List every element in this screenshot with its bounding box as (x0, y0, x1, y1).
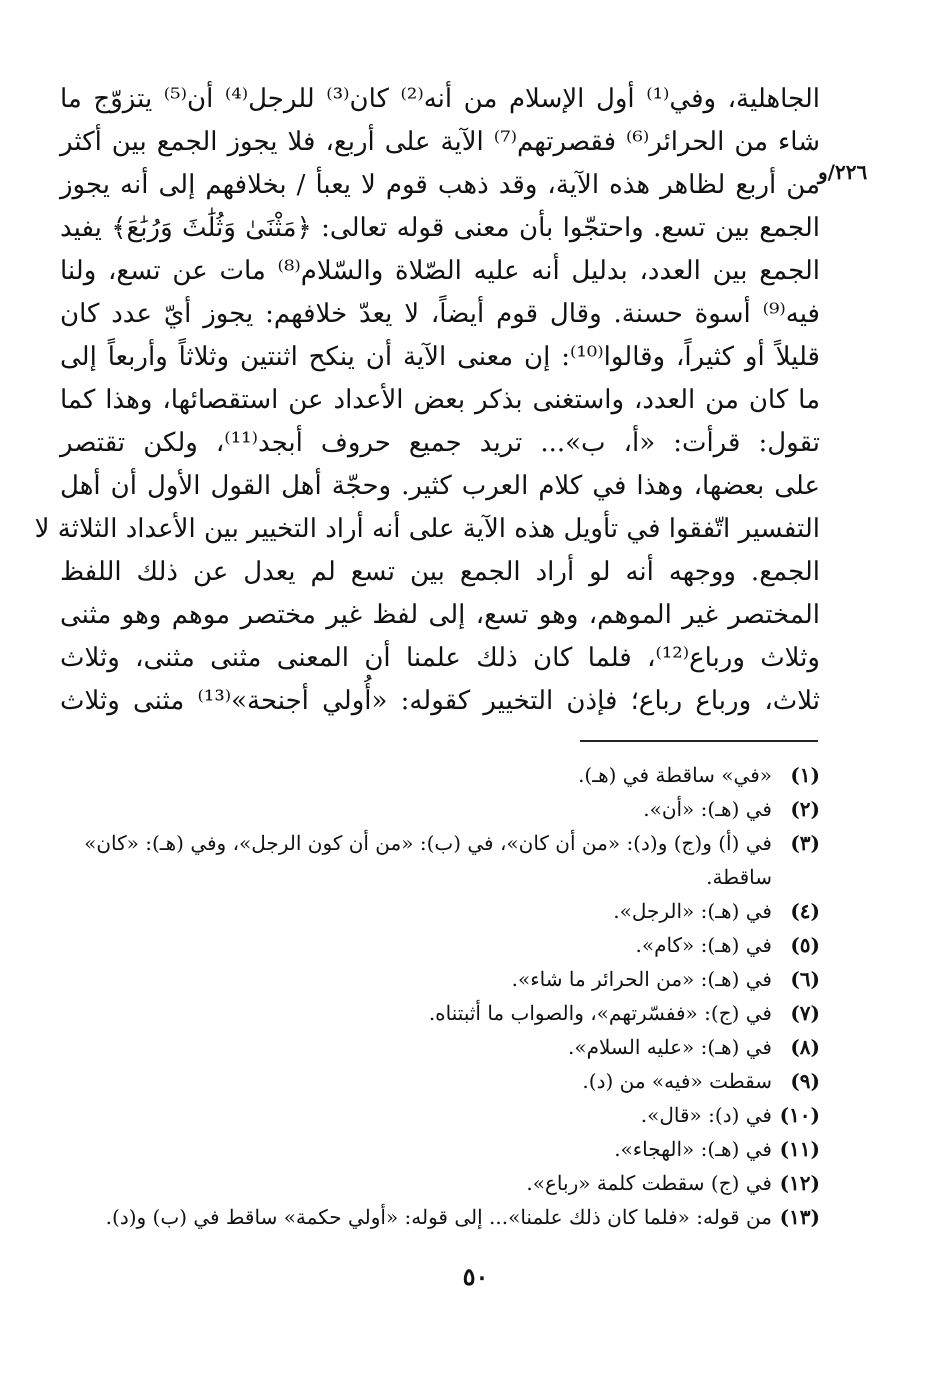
manuscript-folio-marker: ٢٢٦/و (818, 160, 868, 184)
footnote-number: (٧) (790, 1001, 820, 1025)
footnote-number: (١٢) (779, 1171, 820, 1195)
body-line: المختصر غير الموهم، وهو تسع، إلى لفظ غير مختصر موهم وهو مثنى (60, 600, 820, 630)
body-line: الجمع بين العدد، بدليل أنه عليه الصّلاة والسّلام⁽⁸⁾ مات عن تسع، ولنا (60, 256, 820, 286)
footnote-number: (٣) (790, 831, 820, 855)
body-line: ما كان من العدد، واستغنى بذكر بعض الأعداد عن استقصائها، وهذا كما (60, 385, 820, 415)
footnote (60, 1098, 820, 1132)
body-line: الجاهلية، وفي⁽¹⁾ أول الإسلام من أنه⁽²⁾ كان⁽³⁾ للرجل⁽⁴⁾ أن⁽⁵⁾ يتزوّج ما (60, 84, 821, 114)
footnotes-block (60, 758, 820, 1234)
footnote (60, 1064, 820, 1098)
footnote-text: في (أ) و(ج) و(د): «من أن كان»، في (ب): «من أن كون الرجل»، وفي (هـ): «كان» ساقطة. (84, 831, 772, 889)
footnote (60, 928, 820, 962)
footnote-text: في (هـ): «أن». (643, 797, 772, 821)
footnote (60, 996, 820, 1030)
footnote (60, 962, 820, 996)
footnote-number: (٢) (790, 797, 820, 821)
footnote-text: في (ج): «ففسّرتهم»، والصواب ما أثبتناه. (428, 1001, 772, 1025)
body-line: على بعضها، وهذا في كلام العرب كثير. وحجّة أهل القول الأول أن أهل (60, 471, 820, 501)
footnote-text: في (هـ): «من الحرائر ما شاء». (511, 967, 772, 991)
footnote-number: (١) (790, 763, 820, 787)
footnote-number: (١٣) (779, 1205, 820, 1229)
footnote-text: من قوله: «فلما كان ذلك علمنا»... إلى قوله: «أولي حكمة» ساقط في (ب) و(د). (105, 1205, 772, 1229)
body-line: الجمع بين تسع. واحتجّوا بأن معنى قوله تعالى: ﴿مَثْنَىٰ وَثُلَٰثَ وَرُبَٰعَ﴾ يفيد (60, 213, 820, 243)
footnote-number: (١٠) (779, 1103, 820, 1127)
footnote (60, 1132, 820, 1166)
footnote (60, 1166, 820, 1200)
footnote-number: (٤) (790, 899, 820, 923)
body-line: التفسير اتّفقوا في تأويل هذه الآية على أنه أراد التخيير بين الأعداد الثلاثة لا (34, 514, 820, 544)
footnote (60, 758, 820, 792)
footnote-text: في (هـ): «الرجل». (613, 899, 772, 923)
footnote-text: في (ج) سقطت كلمة «رباع». (526, 1171, 772, 1195)
footnote (60, 826, 820, 894)
footnote-text: سقطت «فيه» من (د). (582, 1069, 772, 1093)
main-text-block (34, 78, 821, 723)
footnote-number: (٨) (790, 1035, 820, 1059)
body-line: تقول: قرأت: «أ، ب»... تريد جميع حروف أبجد⁽¹¹⁾، ولكن تقتصر (60, 428, 820, 458)
footnote-text: «في» ساقطة في (هـ). (578, 763, 772, 787)
footnote-text: في (هـ): «الهجاء». (614, 1137, 772, 1161)
body-line: شاء من الحرائر⁽⁶⁾ فقصرتهم⁽⁷⁾ الآية على أربع، فلا يجوز الجمع بين أكثر (60, 127, 820, 157)
footnote-text: في (د): «قال». (640, 1103, 772, 1127)
footnote-number: (٥) (790, 933, 820, 957)
footnote-number: (١١) (779, 1137, 820, 1161)
footnote-separator (580, 740, 818, 742)
body-line: ثلاث، ورباع رباع؛ فإذن التخيير كقوله: «أُولي أجنحة»⁽¹³⁾ مثنى وثلاث (60, 686, 820, 716)
page-number: ٥٠ (462, 1262, 489, 1291)
footnote (60, 1030, 820, 1064)
footnote (60, 792, 820, 826)
body-line: قليلاً أو كثيراً، وقالوا⁽¹⁰⁾: إن معنى الآية أن ينكح اثنتين وثلاثاً وأربعاً إلى (60, 342, 820, 372)
footnote-text: في (هـ): «عليه السلام». (567, 1035, 772, 1059)
body-line: وثلاث ورباع⁽¹²⁾، فلما كان ذلك علمنا أن المعنى مثنى مثنى، وثلاث (60, 643, 820, 673)
body-line: الجمع. ووجهه أنه لو أراد الجمع بين تسع لم يعدل عن ذلك اللفظ (60, 557, 820, 587)
body-line: من أربع لظاهر هذه الآية، وقد ذهب قوم لا يعبأ / بخلافهم إلى أنه يجوز (60, 170, 820, 200)
footnote (60, 894, 820, 928)
footnote (60, 1200, 820, 1234)
footnote-text: في (هـ): «كام». (635, 933, 772, 957)
footnote-number: (٦) (790, 967, 820, 991)
body-line: فيه⁽⁹⁾ أسوة حسنة. وقال قوم أيضاً، لا يعدّ خلافهم: يجوز أيّ عدد كان (60, 299, 820, 329)
footnote-number: (٩) (790, 1069, 820, 1093)
